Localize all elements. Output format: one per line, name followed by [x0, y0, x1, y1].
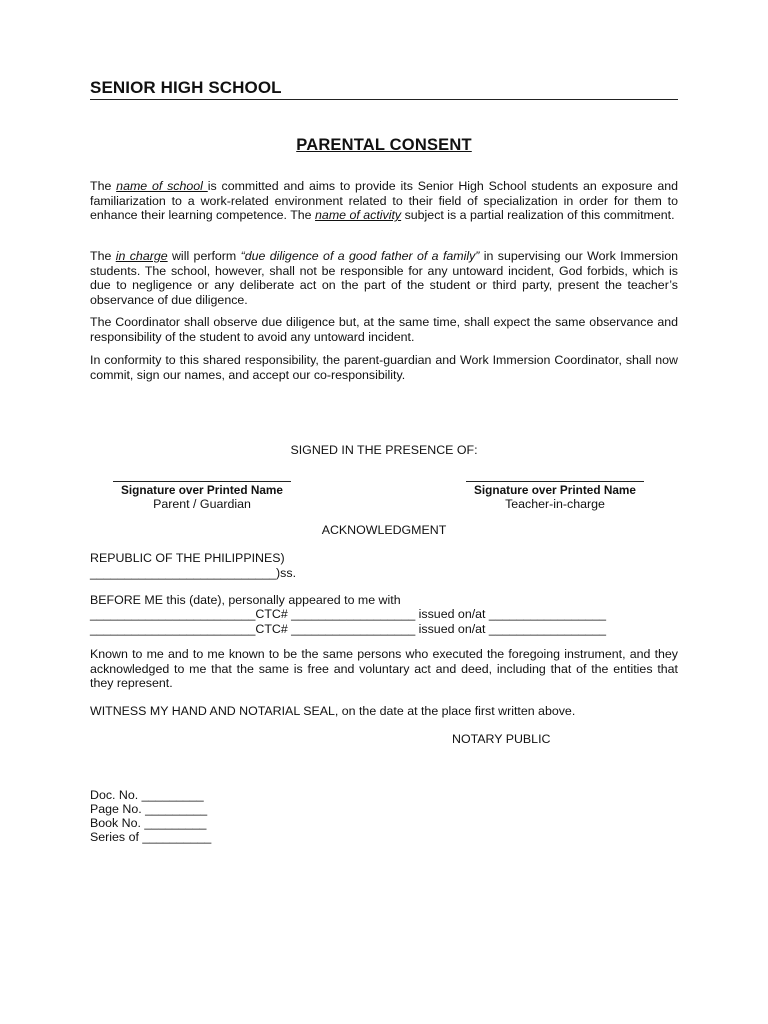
in-charge-placeholder: in charge — [115, 249, 168, 263]
paragraph-due-diligence — [90, 249, 678, 307]
name-of-activity-placeholder: name of activity — [315, 208, 402, 222]
due-diligence-quote: “due diligence of a good father of a family” — [240, 249, 480, 263]
p2-text-2: will perform — [167, 249, 241, 263]
witness-line: WITNESS MY HAND AND NOTARIAL SEAL, on the date at the place first written above. — [90, 704, 576, 718]
doc-no-field: Doc. No. _________ — [90, 788, 204, 802]
document-header — [90, 78, 678, 100]
signature-block-parent — [112, 481, 292, 511]
p2-text-1: The — [90, 249, 116, 263]
signer-role: Parent / Guardian — [153, 497, 251, 511]
book-no-field: Book No. _________ — [90, 816, 207, 830]
paragraph-known: Known to me and to me known to be the same persons who executed the foregoing instrument, and they acknowledged to me that the same is free and voluntary act and deed, including that of the entities that they represent. — [90, 647, 678, 690]
ss-line: ___________________________)ss. — [90, 566, 297, 580]
school-level-heading: SENIOR HIGH SCHOOL — [90, 78, 282, 97]
ctc-line: ________________________CTC# __________________ issued on/at _________________ — [90, 622, 607, 636]
p2-text-3: in supervising our Work Immersion students. The school, however, shall not be responsible for any untoward incident, God forbids, which is due to negligence or any deliberate act on the part of the student or third party, present the teacher’s observance of due diligence. — [90, 249, 678, 307]
signed-presence-heading: SIGNED IN THE PRESENCE OF: — [290, 443, 478, 457]
notary-public-label: NOTARY PUBLIC — [452, 732, 551, 746]
title-text: PARENTAL CONSENT — [296, 136, 472, 154]
document-title — [0, 136, 768, 155]
paragraph-coordinator: The Coordinator shall observe due diligence but, at the same time, shall expect the same observance and responsibility of the student to avoid any untoward incident. — [90, 315, 678, 344]
signer-role: Teacher-in-charge — [505, 497, 605, 511]
ctc-line: ________________________CTC# __________________ issued on/at _________________ — [90, 607, 607, 621]
p1-text-2: is committed and aims to provide its Senior High School students an exposure and familiarization to a work-related environment related to their field of specialization in order for them to enhance their learning competence. The — [90, 179, 678, 222]
series-of-field: Series of __________ — [90, 830, 212, 844]
republic-line: REPUBLIC OF THE PHILIPPINES) — [90, 551, 285, 565]
name-of-school-placeholder: name of school — [116, 179, 208, 193]
paragraph-commitment — [90, 179, 678, 223]
signature-block-teacher — [465, 481, 645, 511]
signature-label: Signature over Printed Name — [474, 483, 636, 497]
acknowledgment-heading: ACKNOWLEDGMENT — [321, 523, 447, 537]
before-me-line: BEFORE ME this (date), personally appeared to me with — [90, 593, 401, 607]
p1-text-3: subject is a partial realization of this commitment. — [401, 208, 675, 222]
page-no-field: Page No. _________ — [90, 802, 208, 816]
p1-text-1: The — [90, 179, 117, 193]
paragraph-conformity: In conformity to this shared responsibility, the parent-guardian and Work Immersion Coordinator, shall now commit, sign our names, and accept our co-responsibility. — [90, 353, 678, 382]
signature-label: Signature over Printed Name — [121, 483, 283, 497]
